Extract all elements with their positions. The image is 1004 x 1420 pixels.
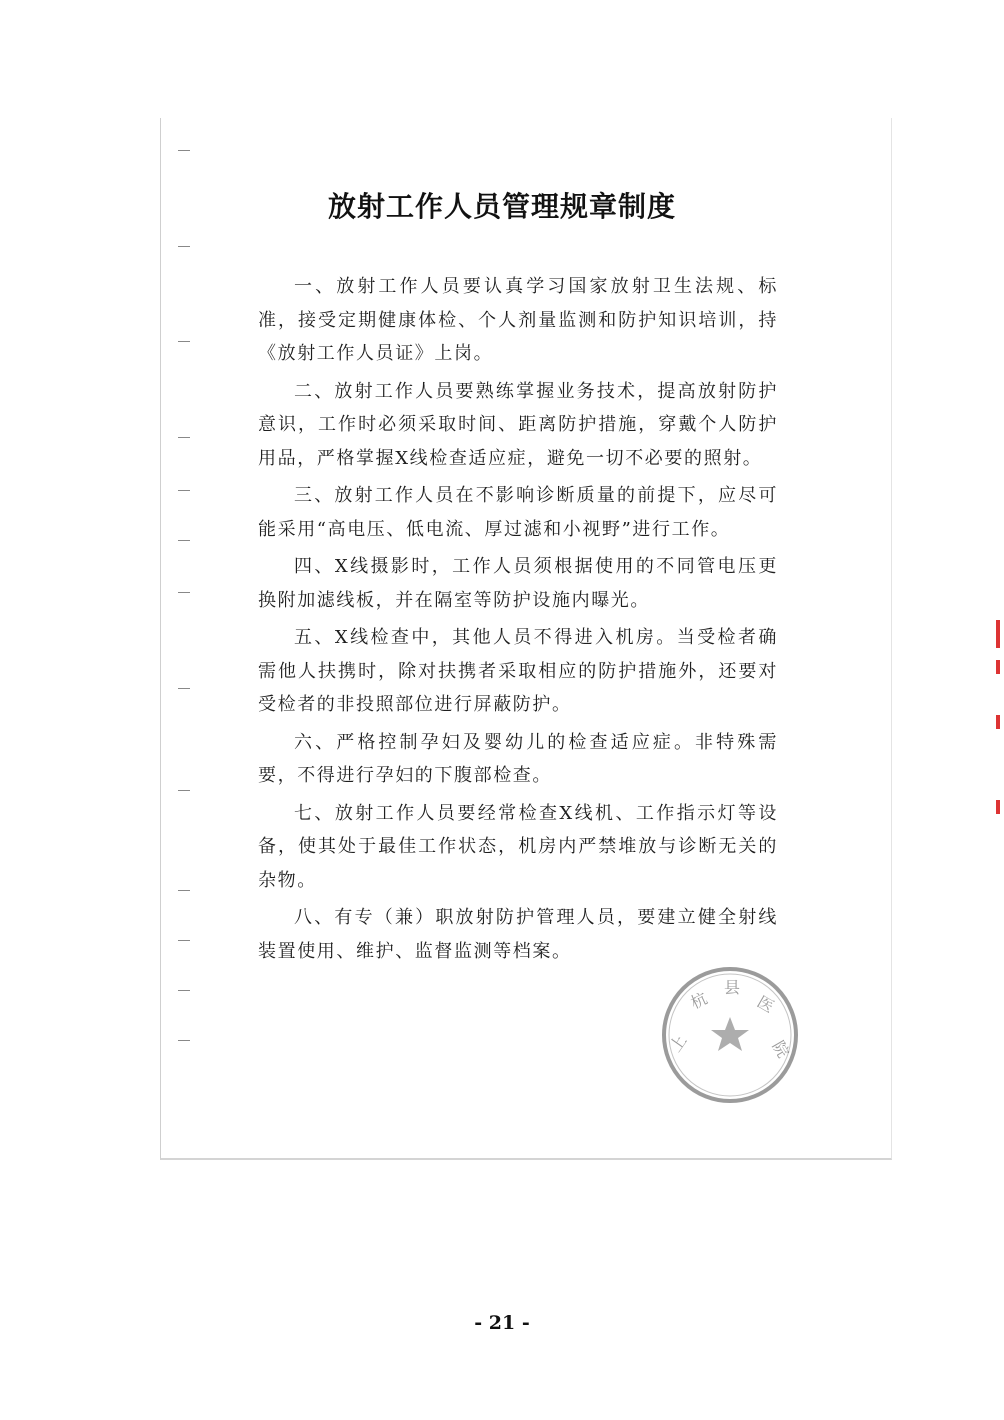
regulation-paragraph: 三、放射工作人员在不影响诊断质量的前提下，应尽可能采用“高电压、低电流、厚过滤和小视野”进行工作。 — [258, 485, 778, 540]
scan-mark — [178, 790, 190, 791]
red-edge-mark — [996, 800, 1000, 814]
scan-mark — [178, 688, 190, 689]
regulation-paragraph: 四、X线摄影时，工作人员须根据使用的不同管电压更换附加滤线板，并在隔室等防护设施内曝光。 — [258, 556, 778, 611]
scan-mark — [178, 246, 190, 247]
regulation-paragraph: 二、放射工作人员要熟练掌握业务技术，提高放射防护意识，工作时必须采取时间、距离防护措施，穿戴个人防护用品，严格掌握X线检查适应症，避免一切不必要的照射。 — [258, 380, 778, 469]
regulation-paragraph: 八、有专（兼）职放射防护管理人员，要建立健全射线装置使用、维护、监督监测等档案。 — [258, 907, 778, 962]
svg-text:县: 县 — [724, 978, 741, 997]
svg-text:上: 上 — [665, 1031, 691, 1056]
svg-text:院: 院 — [768, 1037, 793, 1061]
scan-mark — [178, 890, 190, 891]
scan-mark — [178, 490, 190, 491]
scan-mark — [178, 341, 190, 342]
official-seal — [660, 965, 800, 1105]
svg-text:杭: 杭 — [687, 988, 711, 1013]
scan-mark — [178, 540, 190, 541]
scan-mark — [178, 150, 190, 151]
regulation-paragraph: 五、X线检查中，其他人员不得进入机房。当受检者确需他人扶携时，除对扶携者采取相应的防护措施外，还要对受检者的非投照部位进行屏蔽防护。 — [258, 627, 778, 715]
red-edge-mark — [996, 620, 1000, 648]
regulation-paragraph: 六、严格控制孕妇及婴幼儿的检查适应症。非特殊需要，不得进行孕妇的下腹部检查。 — [258, 731, 778, 786]
scan-mark — [178, 990, 190, 991]
seal-star-icon — [711, 1017, 749, 1051]
scan-mark — [178, 437, 190, 438]
scan-mark — [178, 592, 190, 593]
document-title: 放射工作人员管理规章制度 — [327, 190, 676, 223]
red-edge-mark — [996, 715, 1000, 729]
regulation-body — [258, 270, 778, 972]
red-edge-mark — [996, 660, 1000, 674]
scan-mark — [178, 1040, 190, 1041]
page-number: - 21 - — [474, 1312, 530, 1334]
svg-text:医: 医 — [754, 992, 778, 1017]
scan-mark — [178, 940, 190, 941]
regulation-paragraph: 七、放射工作人员要经常检查X线机、工作指示灯等设备，使其处于最佳工作状态，机房内严禁堆放与诊断无关的杂物。 — [258, 802, 778, 891]
regulation-paragraph: 一、放射工作人员要认真学习国家放射卫生法规、标准，接受定期健康体检、个人剂量监测和防护知识培训，持《放射工作人员证》上岗。 — [258, 276, 778, 364]
